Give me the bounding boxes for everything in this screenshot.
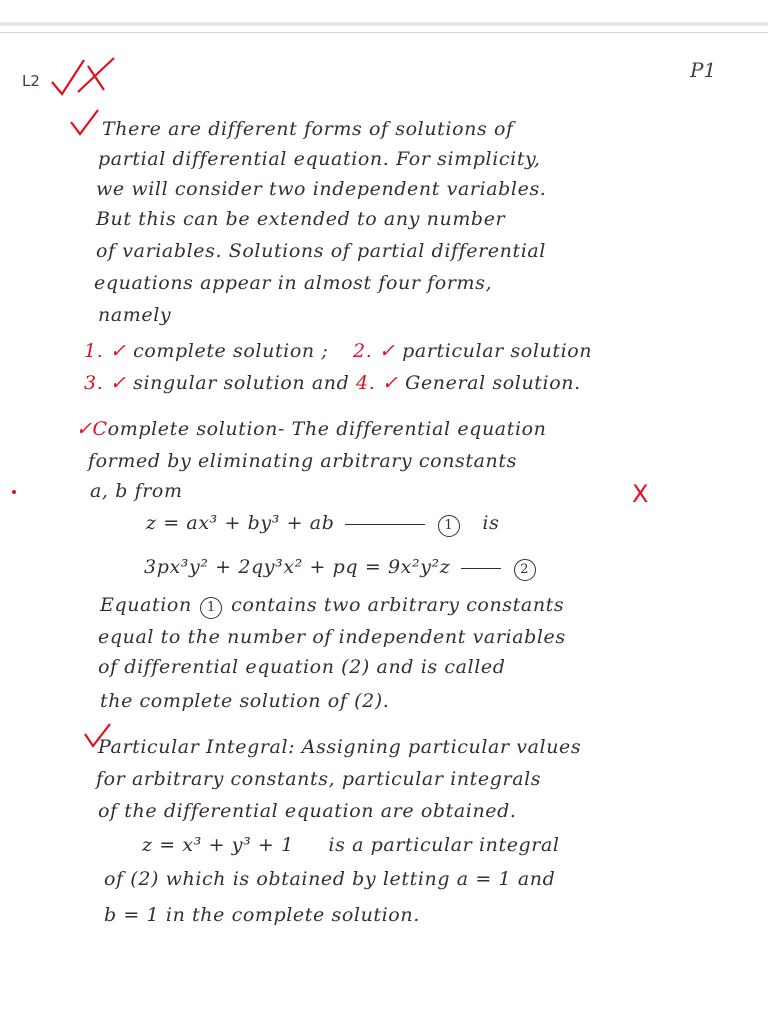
equation-1-text: z = ax³ + by³ + ab xyxy=(146,512,335,534)
equation-word: Equation xyxy=(100,594,192,616)
form-number-2: 2. xyxy=(353,340,373,362)
equation-dash xyxy=(461,568,501,569)
check-icon: ✓ xyxy=(382,372,399,394)
forms-row-1 xyxy=(84,340,592,362)
text-line: b = 1 in the complete solution. xyxy=(104,904,420,926)
equation-2 xyxy=(144,556,538,581)
text-line: of differential equation (2) and is called xyxy=(98,656,506,678)
text-line: of the differential equation are obtained. xyxy=(98,800,517,822)
equation-1 xyxy=(146,512,499,537)
equation-number: 1 xyxy=(200,597,222,619)
text-rest: contains two arbitrary constants xyxy=(231,594,565,616)
check-icon: ✓ xyxy=(109,340,127,362)
text-line: for arbitrary constants, particular integrals xyxy=(96,768,542,790)
text-line: formed by eliminating arbitrary constants xyxy=(88,450,517,472)
paper-top-edge xyxy=(0,22,768,26)
paper-top-edge-line xyxy=(0,32,768,33)
text-line: But this can be extended to any number xyxy=(96,208,506,230)
form-general: General solution. xyxy=(405,372,581,394)
text-line: of variables. Solutions of partial differential xyxy=(96,240,546,262)
text-line: the complete solution of (2). xyxy=(100,690,390,712)
text-line: partial differential equation. For simplicity, xyxy=(98,148,541,170)
text-line: of (2) which is obtained by letting a = 1 and xyxy=(104,868,556,890)
forms-row-2 xyxy=(84,372,581,394)
cross-mark: X xyxy=(632,480,649,508)
particular-equation: z = x³ + y³ + 1 xyxy=(142,834,294,856)
heading-text: omplete solution- The differential equation xyxy=(107,418,547,440)
check-icon: ✓ xyxy=(378,340,396,362)
equation-1-is: is xyxy=(482,512,500,534)
form-singular: singular solution and xyxy=(133,372,350,394)
corner-check-icon xyxy=(48,52,120,100)
equation-dash xyxy=(345,524,425,525)
text-line: equal to the number of independent variables xyxy=(98,626,566,648)
form-number-4: 4. xyxy=(356,372,376,394)
text-line: equations appear in almost four forms, xyxy=(94,272,493,294)
heading-initial: C xyxy=(92,418,108,440)
text-line xyxy=(100,594,564,619)
text-line: Particular Integral: Assigning particular values xyxy=(98,736,582,758)
text-line: There are different forms of solutions of xyxy=(102,118,514,140)
text-line: we will consider two independent variables. xyxy=(96,178,547,200)
check-icon: ✓ xyxy=(109,372,127,394)
particular-equation-line xyxy=(142,834,560,856)
complete-heading-line xyxy=(76,418,547,440)
form-number-3: 3. xyxy=(84,372,104,394)
form-number-1: 1. xyxy=(84,340,104,362)
form-complete: complete solution ; xyxy=(133,340,329,362)
equation-number: 2 xyxy=(514,559,536,581)
corner-mark: L2 xyxy=(22,72,40,90)
equation-number: 1 xyxy=(438,515,460,537)
red-dot xyxy=(12,490,16,494)
check-icon xyxy=(68,108,102,138)
page-number: P1 xyxy=(690,58,717,82)
text-line: a, b from xyxy=(90,480,183,502)
check-icon: ✓ xyxy=(76,418,93,440)
text-rest: is a particular integral xyxy=(328,834,560,856)
equation-2-text: 3px³y² + 2qy³x² + pq = 9x²y²z xyxy=(144,556,451,578)
form-particular: particular solution xyxy=(402,340,593,362)
text-line: namely xyxy=(98,304,172,326)
